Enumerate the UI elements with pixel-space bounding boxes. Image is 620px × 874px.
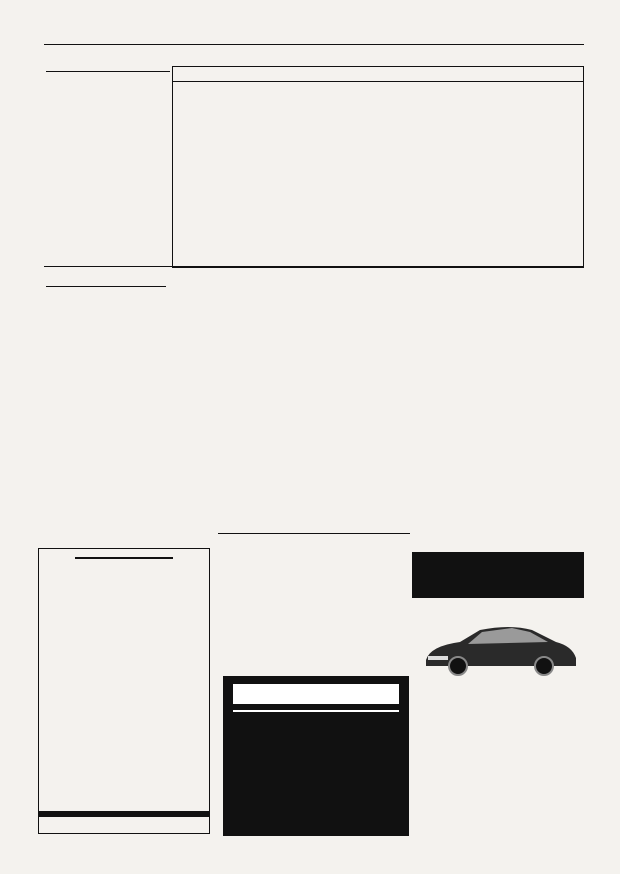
standings-header: [173, 67, 583, 82]
results-block: [46, 68, 170, 72]
proximo-rule: [218, 533, 410, 534]
car-illustration: [420, 616, 580, 680]
scorers-rule: [46, 286, 166, 287]
ad-mazda: [412, 548, 584, 844]
mid-rule: [44, 266, 584, 267]
mazda-banner: [412, 552, 584, 598]
standings-table: [172, 66, 584, 268]
next-coupon: [226, 551, 410, 553]
fits-headline: [233, 684, 399, 704]
ad-sin-obras: [38, 548, 210, 834]
ad-brand: [39, 811, 209, 817]
fits-brands: [233, 710, 399, 712]
scorers-text: [46, 292, 166, 300]
crosstable-grid: [316, 276, 582, 526]
header-rule: [44, 44, 584, 45]
ad-fits-motor: [223, 676, 409, 836]
ad-compact-title: [75, 557, 173, 559]
next-round-heading: [46, 71, 170, 72]
